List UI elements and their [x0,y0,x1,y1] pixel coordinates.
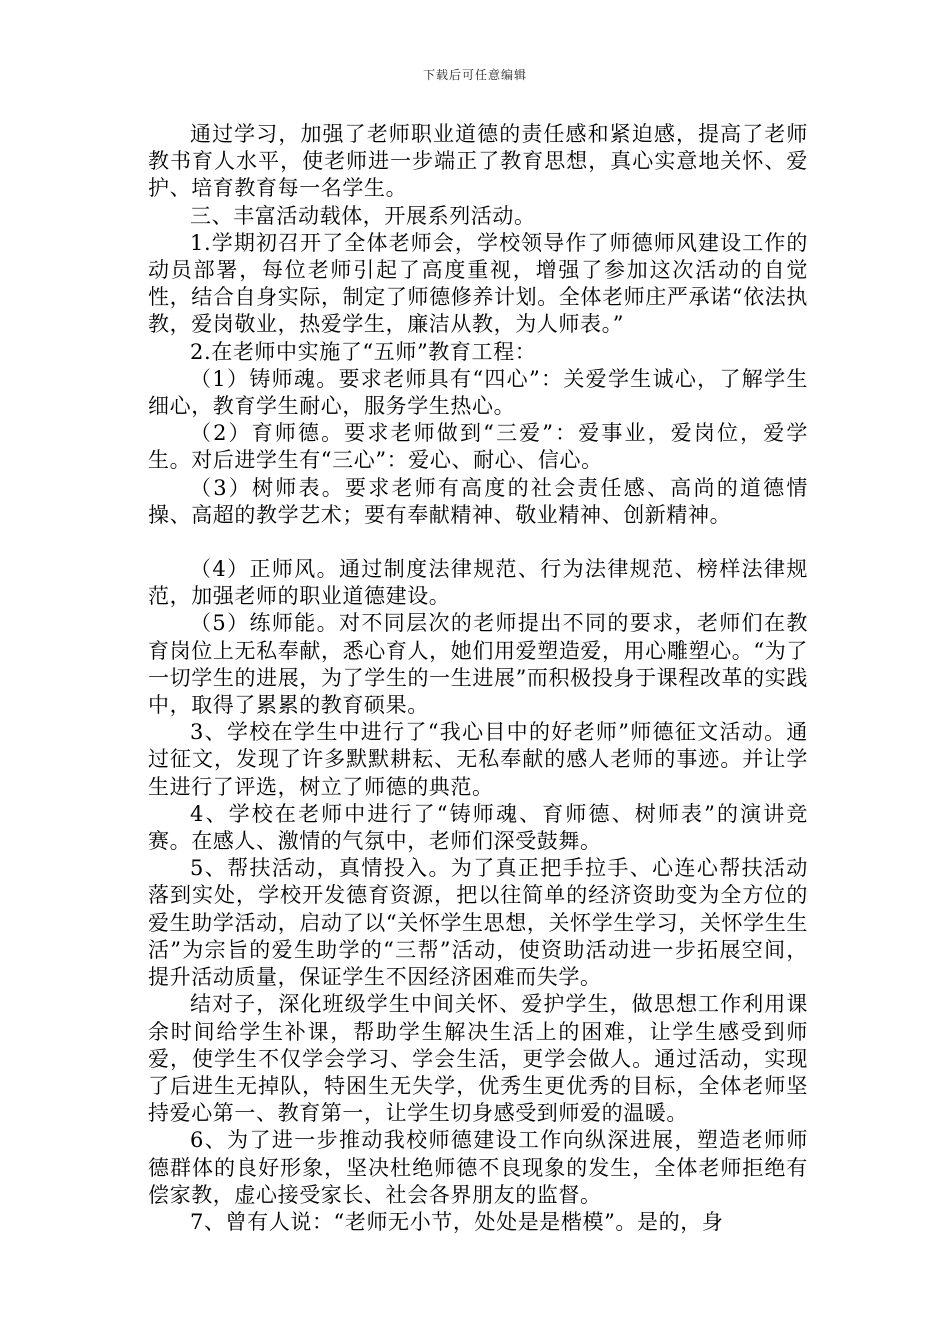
page-header: 下载后可任意编辑 [422,68,527,82]
paragraph-subitem-1: （1）铸师魂。要求老师具有“四心”：关爱学生诚心，了解学生细心，教育学生耐心，服务学生热心。 [148,366,808,419]
paragraph-subitem-5: （5）练师能。对不同层次的老师提出不同的要求，老师们在教育岗位上无私奉献，悉心育人，她们用爱塑造爱，用心雕塑心。“为了一切学生的进展，为了学生的一生进展”而积极投身于课程改革的实践中，取得了累累的教育硕果。 [148,611,808,718]
paragraph-item-3-essay-activity: 3、学校在学生中进行了“我心目中的好老师”师德征文活动。通过征文，发现了许多默默耕耘、无私奉献的感人老师的事迹。并让学生进行了评选，树立了师德的典范。 [148,720,808,799]
section-heading-activities: 三、丰富活动载体，开展系列活动。 [190,203,536,228]
paragraph-item-2-five-teacher-project: 2.在老师中实施了“五师”教育工程： [190,339,537,364]
paragraph-item-4-speech-contest: 4、学校在老师中进行了“铸师魂、育师德、树师表”的演讲竞赛。在感人、激情的气氛中，老师们深受鼓舞。 [148,801,808,854]
paragraph-item-7-role-model: 7、曾有人说：“老师无小节，处处是是楷模”。是的，身 [190,1209,724,1234]
paragraph-item-6-ethics-building: 6、为了进一步推动我校师德建设工作向纵深进展，塑造老师师德群体的良好形象，坚决杜绝师德不良现象的发生，全体老师拒绝有偿家教，虚心接受家长、社会各界朋友的监督。 [148,1128,808,1207]
paragraph-subitem-4: （4）正师风。通过制度法律规范、行为法律规范、榜样法律规范，加强老师的职业道德建设。 [148,557,808,609]
paragraph-item-1-teacher-meeting: 1.学期初召开了全体老师会，学校领导作了师德师风建设工作的动员部署，每位老师引起了高度重视，增强了参加这次活动的自觉性，结合自身实际，制定了师德修养计划。全体老师庄严承诺“依法执教，爱岗敬业，热爱学生，廉洁从教，为人师表。” [148,230,808,337]
paragraph-subitem-3: （3）树师表。要求老师有高度的社会责任感、高尚的道德情操、高超的教学艺术；要有奉献精神、敬业精神、创新精神。 [148,475,808,527]
paragraph-subitem-2: （2）育师德。要求老师做到“三爱”：爱事业，爱岗位，爱学生。对后进学生有“三心”：爱心、耐心、信心。 [148,421,808,473]
document-body [148,121,808,1236]
paragraph-pairing: 结对子，深化班级学生中间关怀、爱护学生，做思想工作利用课余时间给学生补课，帮助学生解决生活上的困难，让学生感受到师爱，使学生不仅学会学习、学会生活，更学会做人。通过活动，实现了后进生无掉队，特困生无失学，优秀生更优秀的目标，全体老师坚持爱心第一、教育第一，让学生切身感受到师爱的温暖。 [148,992,808,1126]
paragraph-item-5-assistance-activity: 5、帮扶活动，真情投入。为了真正把手拉手、心连心帮扶活动落到实处，学校开发德育资源，把以往简单的经济资助变为全方位的爱生助学活动，启动了以“关怀学生思想，关怀学生学习，关怀学生生活”为宗旨的爱生助学的“三帮”活动，使资助活动进一步拓展空间，提升活动质量，保证学生不因经济困难而失学。 [148,856,808,990]
paragraph-study-result: 通过学习，加强了老师职业道德的责任感和紧迫感，提高了老师教书育人水平，使老师进一步端正了教育思想，真心实意地关怀、爱护、培育教育每一名学生。 [148,122,808,201]
